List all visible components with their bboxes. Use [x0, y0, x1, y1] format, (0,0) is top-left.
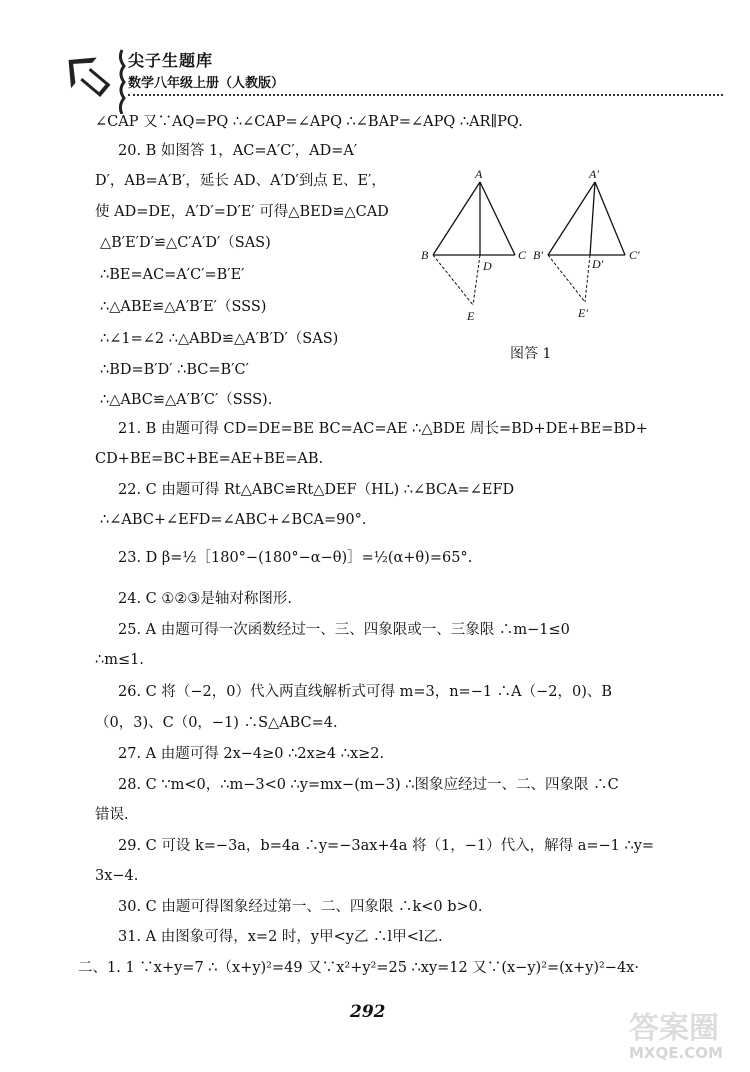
text-line: 26. C 将（−2，0）代入两直线解析式可得 m=3，n=−1 ∴A（−2，0)、B	[118, 684, 613, 700]
text-line: 30. C 由题可得图象经过第一、二、四象限 ∴k<0 b>0.	[118, 899, 483, 915]
text-line: ∴△ABC≌△A′B′C′（SSS).	[100, 392, 273, 408]
text-line: 29. C 可设 k=−3a，b=4a ∴y=−3ax+4a 将（1，−1）代入，解得 a=−1 ∴y=	[118, 838, 655, 854]
svg-text:答案圈: 答案圈	[629, 1011, 719, 1046]
book-subtitle: 数学八年级上册（人教版）	[128, 76, 285, 91]
arrow-logo-icon	[60, 48, 130, 114]
text-line: ∴∠ABC+∠EFD=∠ABC+∠BCA=90°.	[100, 512, 367, 528]
text-line: 使 AD=DE，A′D′=D′E′ 可得△BED≌△CAD	[95, 204, 389, 220]
text-line: 28. C ∵m<0，∴m−3<0 ∴y=mx−(m−3) ∴图象应经过一、二、四象限 ∴C	[118, 777, 619, 793]
header-divider	[128, 94, 723, 96]
label-b: B	[421, 248, 429, 262]
label-e: E	[467, 309, 475, 323]
text-line: ∴BD=B′D′ ∴BC=B′C′	[100, 362, 249, 378]
text-line: ∠CAP 又∵AQ=PQ ∴∠CAP=∠APQ ∴∠BAP=∠APQ ∴AR∥PQ.	[95, 114, 523, 130]
text-line: 23. D β=½［180°−(180°−α−θ)］=½(α+θ)=65°.	[118, 550, 473, 566]
text-line: 31. A 由图象可得，x=2 时，y甲<y乙 ∴l甲<l乙.	[118, 929, 443, 945]
label-b-prime: B′	[533, 248, 543, 262]
text-line: ∴∠1=∠2 ∴△ABD≌△A′B′D′（SAS)	[100, 331, 339, 347]
svg-text:MXQE.COM: MXQE.COM	[629, 1044, 723, 1062]
page-number: 292	[350, 1002, 386, 1022]
text-line: ∴△ABE≌△A′B′E′（SSS)	[100, 299, 267, 315]
text-line: D′，AB=A′B′，延长 AD、A′D′到点 E、E′，	[95, 173, 386, 189]
text-line: 25. A 由题可得一次函数经过一、三、四象限或一、三象限 ∴m−1≤0	[118, 622, 570, 638]
text-line: 20. B 如图答 1，AC=A′C′，AD=A′	[118, 143, 358, 159]
label-c: C	[518, 248, 527, 262]
label-a: A	[475, 170, 483, 181]
label-c-prime: C′	[629, 248, 640, 262]
label-d-prime: D′	[592, 257, 604, 271]
text-line: 22. C 由题可得 Rt△ABC≌Rt△DEF（HL) ∴∠BCA=∠EFD	[118, 482, 515, 498]
text-line: 24. C ①②③是轴对称图形.	[118, 591, 292, 607]
watermark-logo	[625, 1002, 743, 1064]
triangle-figure	[415, 170, 665, 370]
text-line: △B′E′D′≌△C′A′D′（SAS)	[100, 235, 271, 251]
text-line: 错误.	[95, 807, 129, 823]
text-line: ∴m≤1.	[95, 652, 144, 668]
text-line: CD+BE=BC+BE=AE+BE=AB.	[95, 451, 324, 467]
text-line: 27. A 由题可得 2x−4≥0 ∴2x≥4 ∴x≥2.	[118, 746, 385, 762]
label-a-prime: A′	[589, 170, 599, 181]
label-d: D	[483, 259, 492, 273]
label-e-prime: E′	[578, 306, 588, 320]
book-title: 尖子生题库	[128, 51, 214, 70]
text-line: 二、1. 1 ∵x+y=7 ∴（x+y)²=49 又∵x²+y²=25 ∴xy=12 又∵(x−y)²=(x+y)²−4x·	[78, 960, 639, 976]
page-header	[60, 40, 670, 115]
text-line: 21. B 由题可得 CD=DE=BE BC=AC=AE ∴△BDE 周长=BD+DE+BE=BD+	[118, 421, 648, 437]
text-line: 3x−4.	[95, 868, 139, 884]
text-line: （0，3)、C（0，−1) ∴S△ABC=4.	[95, 715, 338, 731]
figure-caption: 图答 1	[510, 346, 552, 362]
text-line: ∴BE=AC=A′C′=B′E′	[100, 267, 245, 283]
